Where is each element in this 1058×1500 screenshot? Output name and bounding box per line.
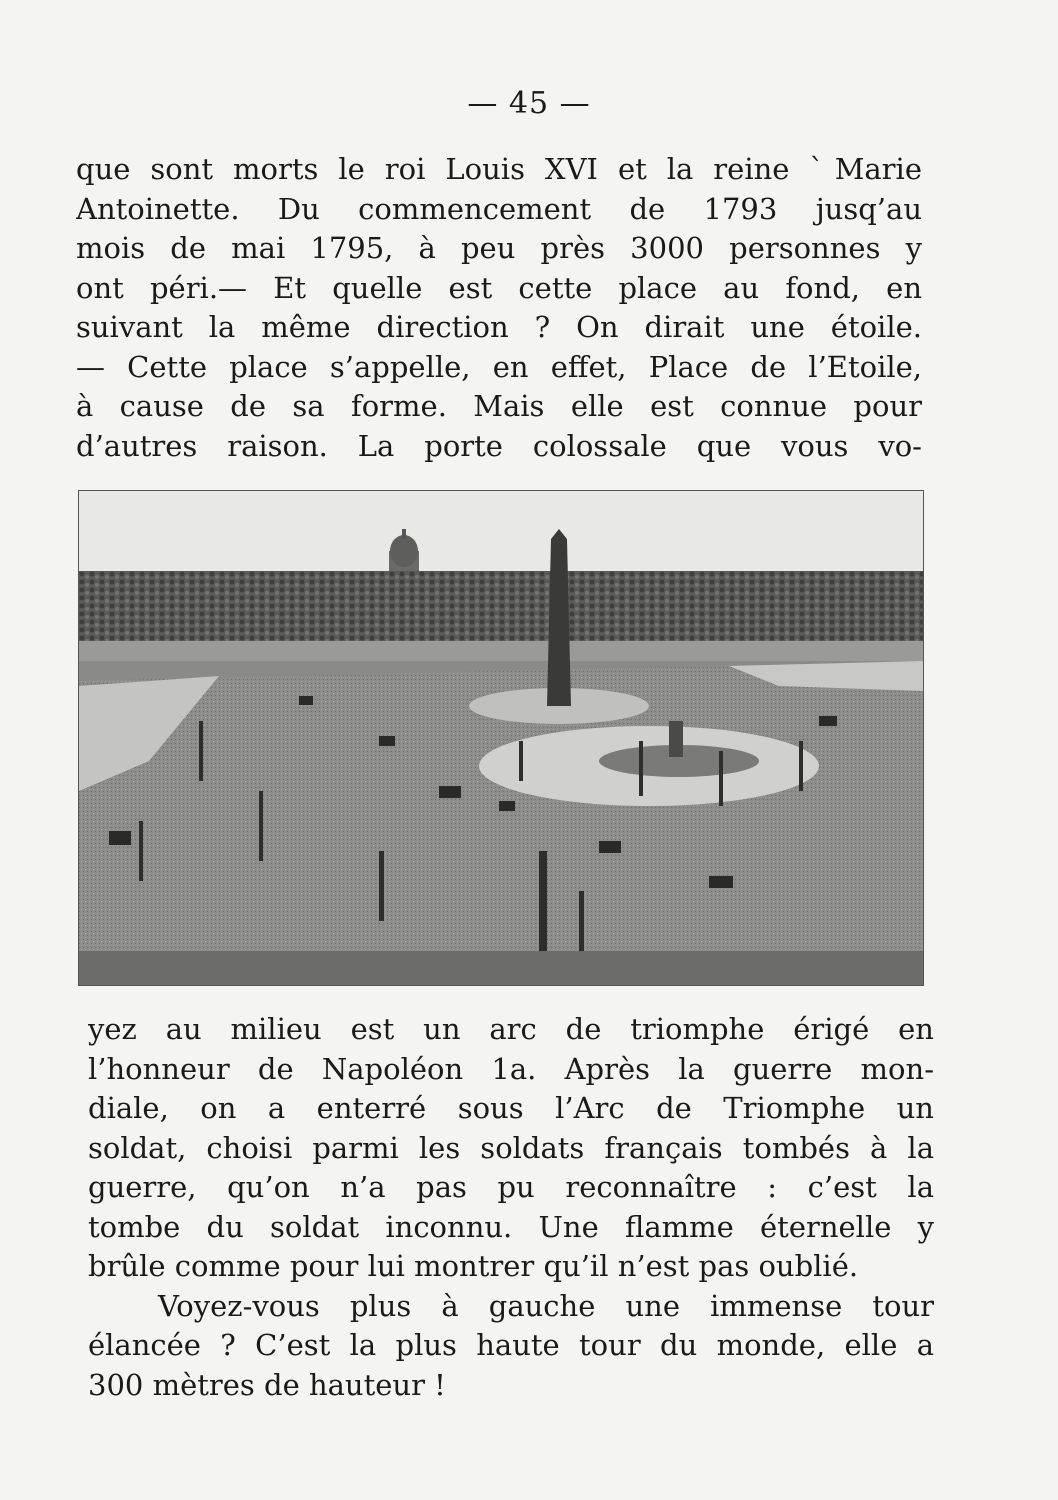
tree-line (79, 571, 923, 646)
text-line: l’honneur de Napoléon 1a. Après la guerre mon- (88, 1051, 934, 1086)
text-line: élancée ? C’est la plus haute tour du monde, elle a (88, 1328, 934, 1362)
text-line: mois de mai 1795, à peu près 3000 personnes y (76, 231, 922, 265)
text-line: diale, on a enterré sous l’Arc de Triomphe un (88, 1091, 934, 1125)
foreground (79, 951, 923, 985)
page-number: — 45 — (467, 86, 591, 121)
text-line: brûle comme pour lui montrer qu’il n’est pas oublié. (88, 1249, 859, 1283)
text-line: tombe du soldat inconnu. Une flamme éternelle y (88, 1209, 934, 1244)
text-line: Antoinette. Du commencement de 1793 jusq’au (76, 191, 922, 226)
sky (79, 491, 923, 571)
text-line: guerre, qu’on n’a pas pu reconnaître : c’est la (88, 1170, 934, 1204)
text-line: d’autres raison. La porte colossale que vous vo- (76, 428, 922, 463)
text-line: que sont morts le roi Louis XVI et la reine ˋMarie (76, 152, 922, 186)
text-line: suivant la même direction ? On dirait une étoile. (76, 310, 922, 344)
text-line: ont péri.— Et quelle est cette place au fond, en (76, 270, 922, 305)
bottom-paragraph (88, 1010, 934, 1405)
place-de-la-concorde-photo (78, 490, 924, 986)
text-line: 300 mètres de hauteur ! (88, 1367, 446, 1402)
top-paragraph (76, 150, 922, 466)
text-line: à cause de sa forme. Mais elle est connue pour (76, 389, 922, 423)
text-line: Voyez-vous plus à gauche une immense tour (158, 1288, 934, 1323)
text-line: — Cette place s’appelle, en effet, Place de l’Etoile, (76, 349, 922, 384)
photo-illustration (79, 491, 923, 985)
text-line: yez au milieu est un arc de triomphe érigé en (88, 1012, 934, 1046)
text-line: soldat, choisi parmi les soldats français tombés à la (88, 1130, 934, 1165)
